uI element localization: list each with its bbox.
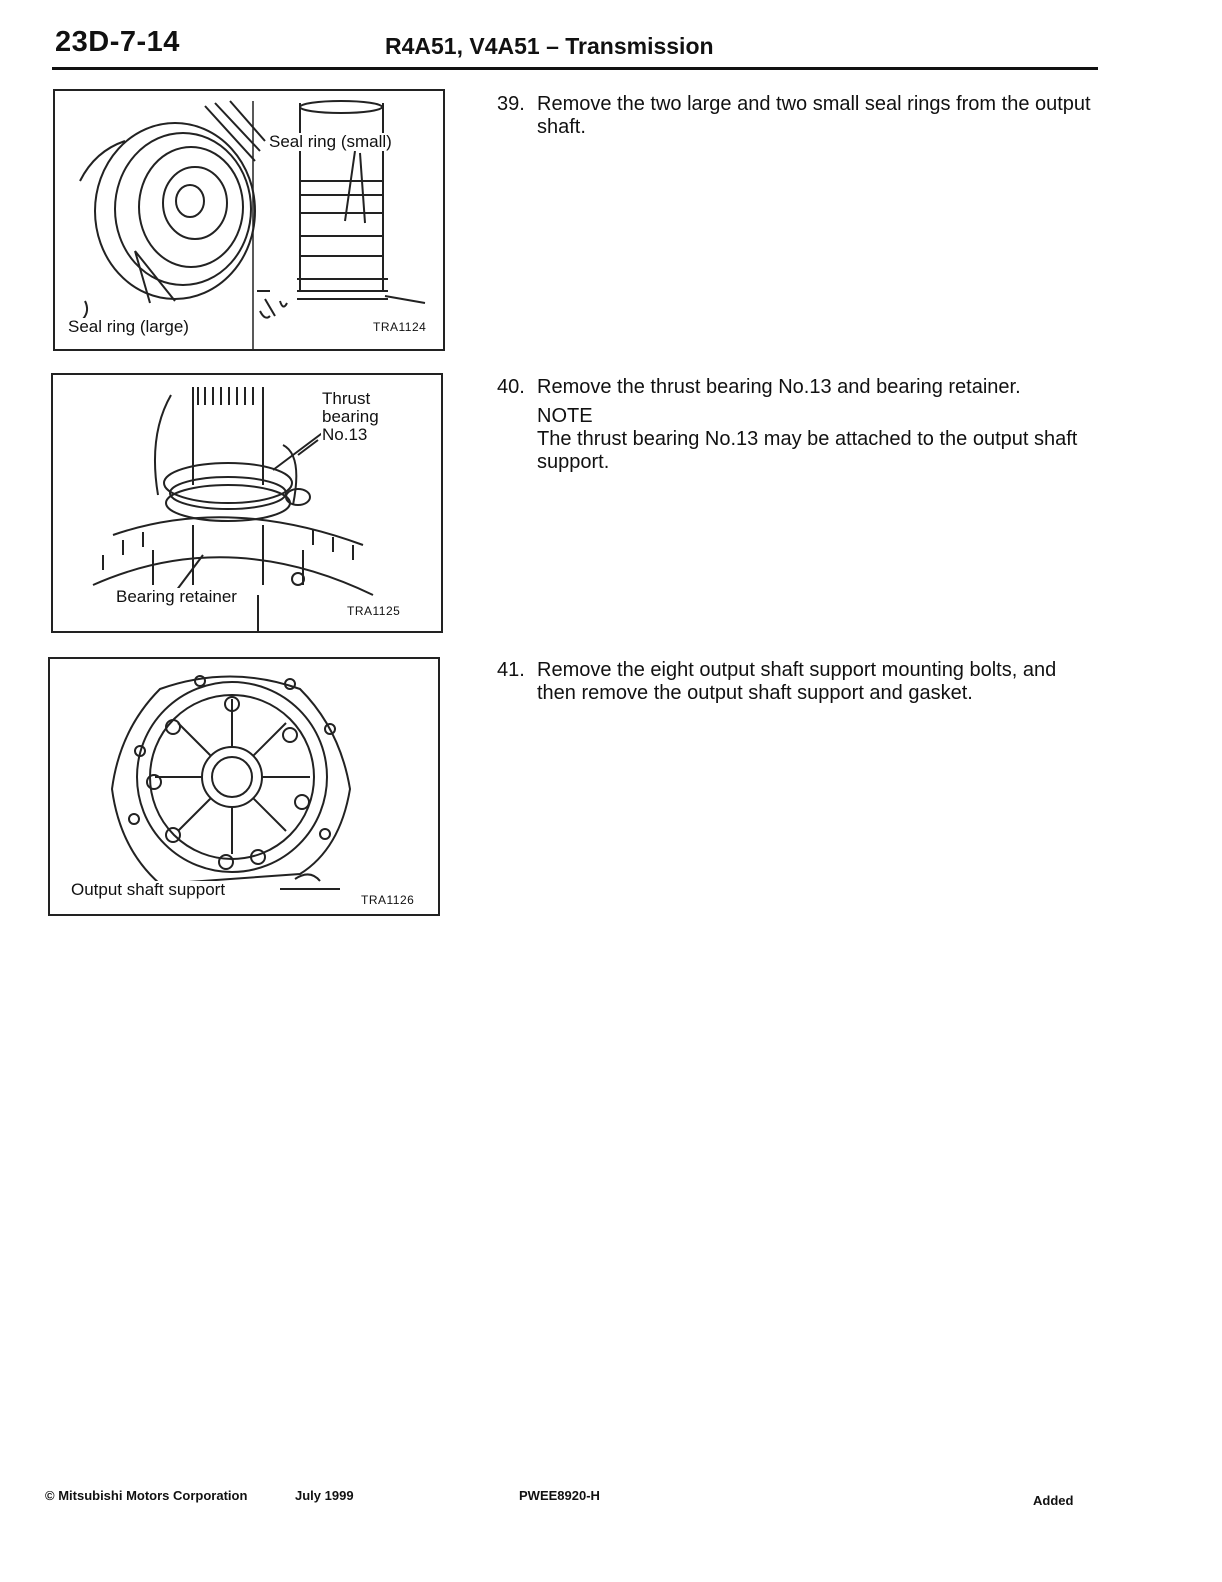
label-seal-ring-small: Seal ring (small) <box>269 132 392 151</box>
seal-rings-illustration <box>55 91 445 351</box>
label-output-shaft-support: Output shaft support <box>71 880 226 899</box>
figure-code: TRA1124 <box>373 320 427 334</box>
procedure-step-39 <box>497 93 1097 139</box>
document-title: R4A51, V4A51 – Transmission <box>385 33 714 59</box>
step-text: Remove the two large and two small seal rings from the output shaft. <box>537 93 1091 138</box>
figure-seal-rings <box>53 89 445 351</box>
footer-status: Added <box>1033 1493 1074 1508</box>
label-bearing-retainer: Bearing retainer <box>116 587 237 606</box>
figure-output-shaft-support <box>48 657 440 916</box>
step-text: Remove the thrust bearing No.13 and bearing retainer. <box>537 376 1021 398</box>
footer-document-code: PWEE8920-H <box>519 1488 600 1503</box>
step-number: 40. <box>497 376 525 398</box>
output-shaft-support-illustration <box>50 659 440 916</box>
footer-copyright: © Mitsubishi Motors Corporation <box>45 1488 248 1503</box>
label-thrust-bearing: Thrust bearing No.13 <box>321 390 398 444</box>
step-text: Remove the eight output shaft support mounting bolts, and then remove the output shaft support and gasket. <box>537 659 1057 704</box>
step-number: 41. <box>497 659 525 681</box>
note-label: NOTE <box>537 405 593 427</box>
procedure-step-40 <box>497 376 1097 474</box>
figure-code: TRA1125 <box>347 604 401 618</box>
footer-date: July 1999 <box>295 1488 354 1503</box>
header-divider <box>52 67 1098 70</box>
figure-thrust-bearing <box>51 373 443 633</box>
figure-code: TRA1126 <box>361 893 415 907</box>
step-number: 39. <box>497 93 525 115</box>
page-number: 23D-7-14 <box>55 26 180 58</box>
procedure-step-41 <box>497 659 1097 705</box>
label-seal-ring-large: Seal ring (large) <box>68 317 189 336</box>
note-text: The thrust bearing No.13 may be attached to the output shaft support. <box>537 428 1078 473</box>
